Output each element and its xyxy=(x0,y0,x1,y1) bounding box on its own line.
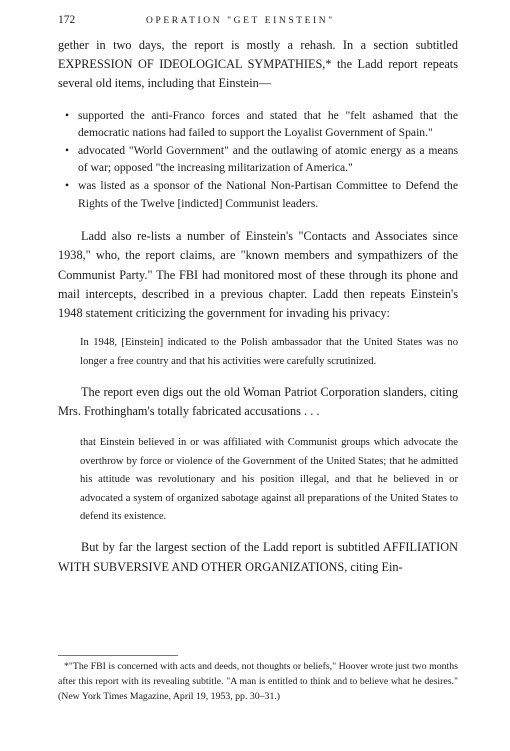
bullet-icon: • xyxy=(65,143,70,157)
bullet-icon: • xyxy=(65,108,70,122)
footnote-divider xyxy=(58,655,178,656)
bullet-list xyxy=(58,107,458,213)
book-page xyxy=(58,14,458,577)
block-quote-2: that Einstein believed in or was affiliated with Communist groups which advocate the overthrow by force or violence of the Government of the United States; that he admitted his attitude was revolutionary and his position illegal, and that he believed in or advocated a system of organized sabotage against all preparations of the United States to defend its existence. xyxy=(80,437,458,523)
page-number: 172 xyxy=(58,14,76,26)
paragraph-1: gether in two days, the report is mostly a rehash. In a section subtitled EXPRESSION OF IDEOLOGICAL SYMPATHIES,* the Ladd report repeats several old items, including that Einstein— xyxy=(58,38,458,91)
paragraph-3: The report even digs out the old Woman Patriot Corporation slanders, citing Mrs. Frothingham's totally fabricated accusations . . . xyxy=(58,385,458,419)
bullet-item xyxy=(58,142,458,177)
bullet-icon: • xyxy=(65,178,70,192)
bullet-text: was listed as a sponsor of the National Non-Partisan Committee to Defend the Rights of the Twelve [indicted] Communist leaders. xyxy=(78,178,458,210)
bullet-text: advocated "World Government" and the outlawing of atomic energy as a means of war; opposed "the increasing militarization of America." xyxy=(78,143,458,175)
bullet-text: supported the anti-Franco forces and stated that he "felt ashamed that the democratic nations had failed to support the Loyalist Government of Spain." xyxy=(78,108,458,140)
running-head: OPERATION "GET EINSTEIN" xyxy=(146,16,335,26)
bullet-item xyxy=(58,177,458,212)
bullet-item xyxy=(58,107,458,142)
paragraph-4: But by far the largest section of the Ladd report is subtitled AFFILIATION WITH SUBVERSIVE AND OTHER ORGANIZATIONS, citing Ein- xyxy=(58,540,458,574)
block-quote-1: In 1948, [Einstein] indicated to the Polish ambassador that the United States was no longer a free country and that his activities were carefully scrutinized. xyxy=(80,337,458,367)
footnote xyxy=(58,659,458,705)
paragraph-2: Ladd also re-lists a number of Einstein's "Contacts and Associates since 1938," who, the report claims, are "known members and sympathizers of the Communist Party." The FBI had monitored most of these through its phone and mail intercepts, described in a previous chapter. Ladd then repeats Einstein's 1948 statement criticizing the government for invading his privacy: xyxy=(58,229,458,320)
footnote-text: *"The FBI is concerned with acts and deeds, not thoughts or beliefs," Hoover wrote just two months after this report with its revealing subtitle. "A man is entitled to think and to believe what he desires." (New York Times Magazine, April 19, 1953, pp. 30–31.) xyxy=(58,661,458,703)
page-header xyxy=(58,14,458,36)
